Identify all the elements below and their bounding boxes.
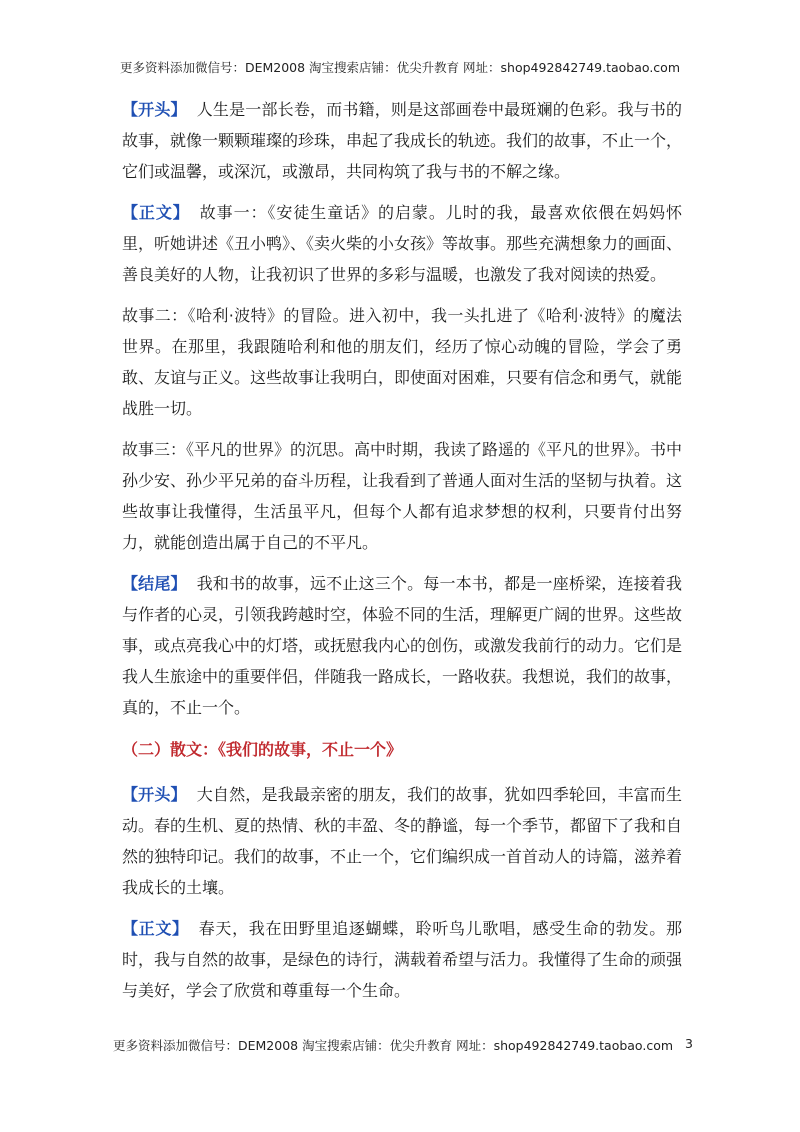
paragraph-intro-2: [122, 779, 682, 903]
paragraph-text: 我和书的故事，远不止这三个。每一本书，都是一座桥梁，连接着我与作者的心灵，引领我跨越时空，体验不同的生活，理解更广阔的世界。这些故事，或点亮我心中的灯塔，或抚慰我内心的创伤，或激发我前行的动力。它们是我人生旅途中的重要伴侣，伴随我一路成长，一路收获。我想说，我们的故事，真的，不止一个。: [122, 574, 683, 717]
paragraph-text: 大自然，是我最亲密的朋友，我们的故事，犹如四季轮回，丰富而生动。春的生机、夏的热情、秋的丰盈、冬的静谧，每一个季节，都留下了我和自然的独特印记。我们的故事，不止一个，它们编织成一首首动人的诗篇，滋养着我成长的土壤。: [122, 785, 683, 897]
paragraph-body-2: [122, 913, 682, 1006]
tag-label: 【开头】: [122, 785, 187, 804]
page-header: 更多资料添加微信号：DEM2008 淘宝搜索店铺：优尖升教育 网址：shop492842749.taobao.com: [119, 60, 681, 75]
tag-label: 【开头】: [122, 100, 187, 119]
tag-label: 【正文】: [122, 203, 190, 222]
paragraph-text: 人生是一部长卷，而书籍，则是这部画卷中最斑斓的色彩。我与书的故事，就像一颗颗璀璨的珍珠，串起了我成长的轨迹。我们的故事，不止一个，它们或温馨，或深沉，或激昂，共同构筑了我与书的不解之缘。: [122, 100, 683, 181]
page-number: 3: [685, 1036, 693, 1051]
paragraph-text: 故事一：《安徒生童话》的启蒙。儿时的我，最喜欢依偎在妈妈怀里，听她讲述《丑小鸭》、《卖火柴的小女孩》等故事。那些充满想象力的画面、善良美好的人物，让我初识了世界的多彩与温暖，也激发了我对阅读的热爱。: [122, 203, 683, 284]
paragraph-story-2: 故事二：《哈利·波特》的冒险。进入初中，我一头扎进了《哈利·波特》的魔法世界。在那里，我跟随哈利和他的朋友们，经历了惊心动魄的冒险，学会了勇敢、友谊与正义。这些故事让我明白，即使面对困难，只要有信念和勇气，就能战胜一切。: [122, 306, 683, 418]
paragraph-intro-1: [122, 94, 682, 187]
document-body: [122, 94, 682, 1006]
paragraph-text: 春天，我在田野里追逐蝴蝶，聆听鸟儿歌唱，感受生命的勃发。那时，我与自然的故事，是绿色的诗行，满载着希望与活力。我懂得了生命的顽强与美好，学会了欣赏和尊重每一个生命。: [122, 919, 683, 1000]
section-title: （二）散文：《我们的故事，不止一个》: [122, 740, 403, 759]
footer-text: 更多资料添加微信号：DEM2008 淘宝搜索店铺：优尖升教育 网址：shop492842749.taobao.com: [113, 1038, 674, 1053]
paragraph-body-1: [122, 197, 682, 290]
tag-label: 【正文】: [122, 919, 189, 938]
paragraph-ending: [122, 568, 682, 723]
page-footer: [113, 1036, 693, 1054]
paragraph-story-3: 故事三：《平凡的世界》的沉思。高中时期，我读了路遥的《平凡的世界》。书中孙少安、孙少平兄弟的奋斗历程，让我看到了普通人面对生活的坚韧与执着。这些故事让我懂得，生活虽平凡，但每个人都有追求梦想的权利，只要肯付出努力，就能创造出属于自己的不平凡。: [122, 440, 683, 552]
tag-label: 【结尾】: [122, 574, 187, 593]
